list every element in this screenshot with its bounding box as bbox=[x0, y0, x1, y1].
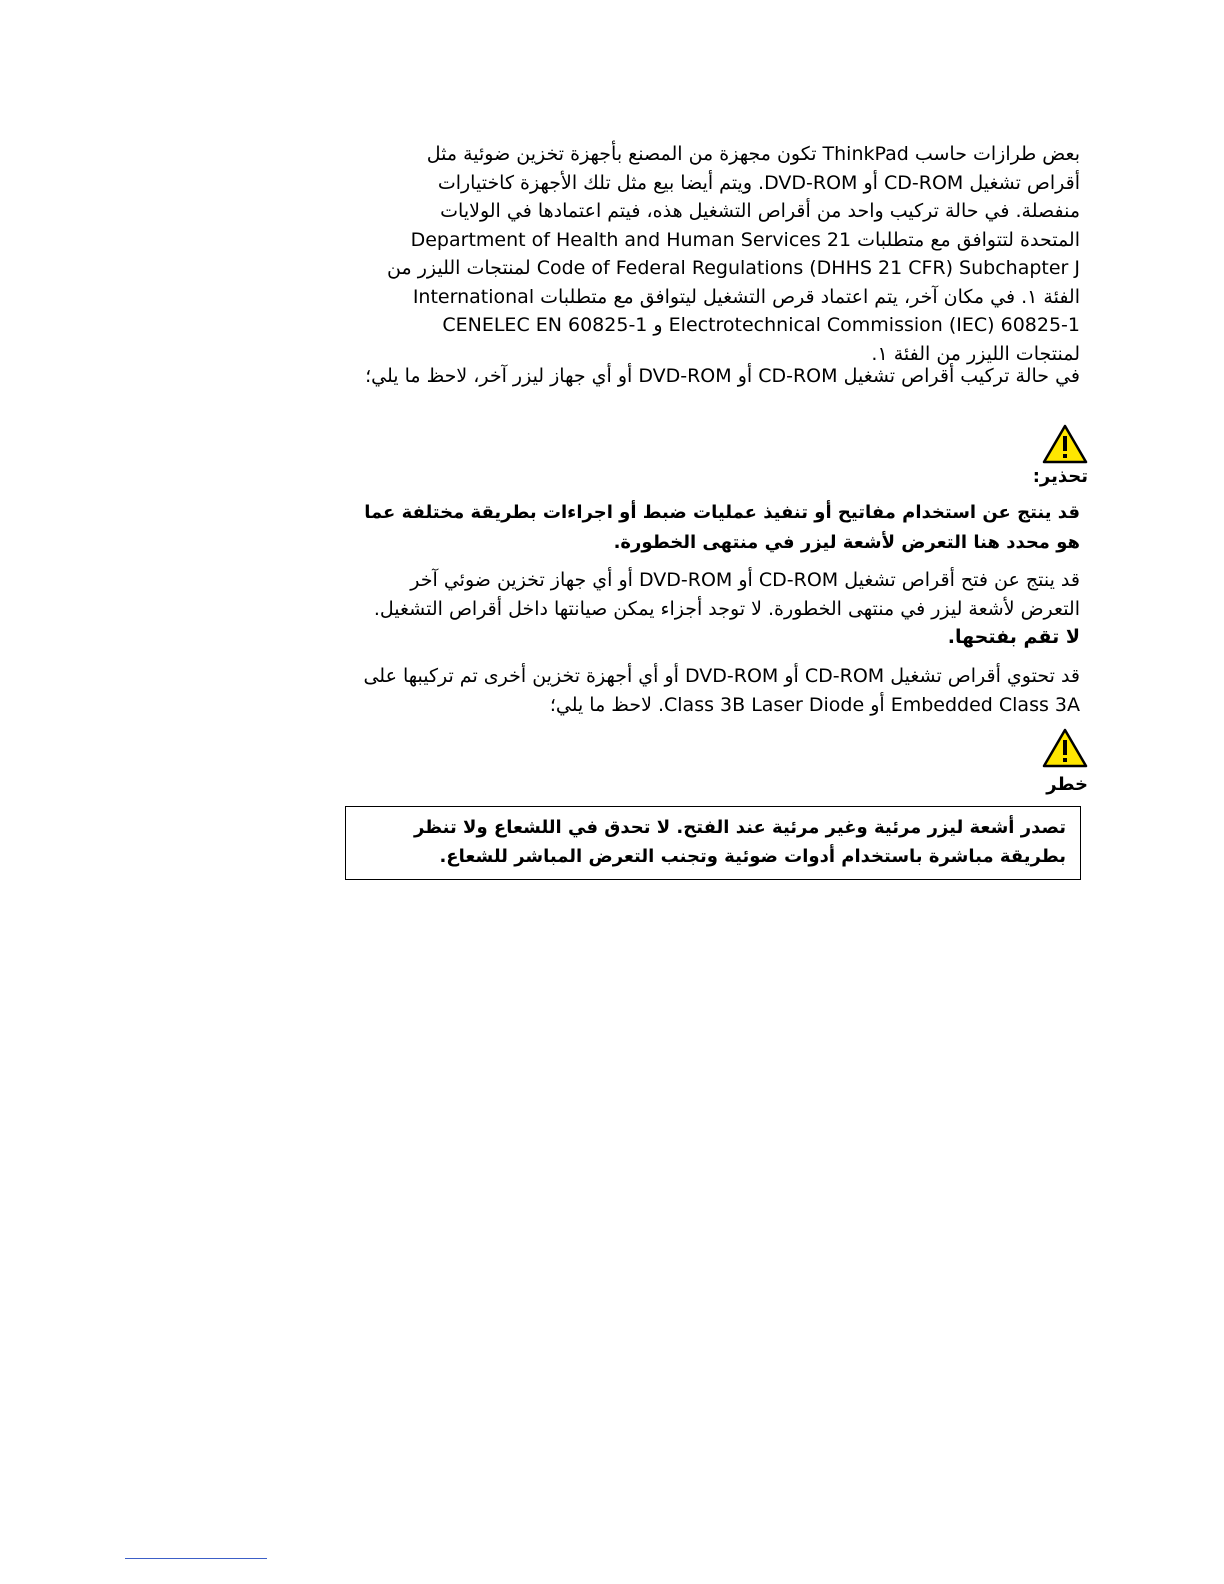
warning-triangle-icon bbox=[1042, 424, 1088, 464]
footer-divider bbox=[125, 1558, 267, 1559]
laser-compliance-paragraph: بعض طرازات حاسب ThinkPad تكون مجهزة من المصنع بأجهزة تخزين ضوئية مثل أقراص تشغيل CD-ROM أو DVD-ROM. ويتم أيضا بيع مثل تلك الأجهزة كاختيارات منفصلة. في حالة تركيب واحد من أقراص التشغيل هذه، فيتم اعتمادها في الولايات المتحدة لتتوافق مع متطلبات Department of Health and Human Services 21 Code of Federal Regulations (DHHS 21 CFR) Subchapter J لمنتجات الليزر من الفئة ١. في مكان آخر، يتم اعتماد قرص التشغيل ليتوافق مع متطلبات International Electrotechnical Commission (IEC) 60825-1 و CENELEC EN 60825-1 لمنتجات الليزر من الفئة ١. bbox=[387, 143, 1080, 365]
laser-diode-paragraph: قد تحتوي أقراص تشغيل CD-ROM أو DVD-ROM أو أي أجهزة تخزين أخرى تم تركيبها على Embedded Class 3A أو Class 3B Laser Diode. لاحظ ما يلي؛ bbox=[363, 665, 1080, 716]
caution-emphasis: لا تقم بفتحها. bbox=[947, 626, 1080, 648]
danger-notice-box: تصدر أشعة ليزر مرئية وغير مرئية عند الفتح. لا تحدق في اللشعاع ولا تنظر بطريقة مباشرة باستخدام أدوات ضوئية وتجنب التعرض المباشر للشعاع. bbox=[345, 806, 1081, 880]
warning-triangle-icon bbox=[1042, 728, 1088, 768]
installation-note-paragraph: في حالة تركيب أقراص تشغيل CD-ROM أو DVD-ROM أو أي جهاز ليزر آخر، لاحظ ما يلي؛ bbox=[365, 365, 1080, 387]
caution-statement bbox=[360, 566, 1080, 652]
caution-bold-statement: قد ينتج عن استخدام مفاتيح أو تنفيذ عمليات ضبط أو اجراءات بطريقة مختلفة عما هو محدد هنا التعرض لأشعة ليزر في منتهى الخطورة. bbox=[364, 502, 1080, 553]
caution-label: تحذير: bbox=[1032, 466, 1088, 487]
danger-label: خطر bbox=[1046, 774, 1088, 795]
caution-text: قد ينتج عن فتح أقراص تشغيل CD-ROM أو DVD-ROM أو أي جهاز تخزين ضوئي آخر التعرض لأشعة ليزر في منتهى الخطورة. لا توجد أجزاء يمكن صيانتها داخل أقراص التشغيل. bbox=[373, 569, 1080, 620]
